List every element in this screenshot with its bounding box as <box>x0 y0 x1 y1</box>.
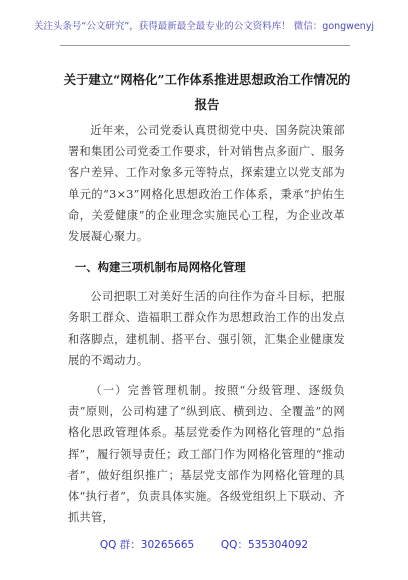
document-title: 关于建立“网格化”工作体系推进思想政治工作情况的报告 <box>63 72 351 112</box>
header-divider <box>60 45 350 46</box>
header-note: 关注头条号“公文研究”，获得最新最全最专业的公文资料库！ 微信：gongwenyj <box>33 21 375 32</box>
document-body <box>68 120 345 528</box>
section-paragraph-2: （一）完善管理机制。按照“分级管理、逐级负责”原则，公司构建了“纵到底、横到边、全覆盖”的网格化思政管理体系。基层党委作为网格化管理的“总指挥”，履行领导责任；政工部门作为网格化管理的“推动者”，做好组织推广；基层党支部作为网格化管理的具体“执行者”，负责具体实施。各级党组织上下联动、齐抓共管， <box>68 384 345 525</box>
intro-paragraph: 近年来，公司党委认真贯彻党中央、国务院决策部署和集团公司党委工作要求，针对销售点多面广、服务客户差异、工作对象多元等特点，探索建立以党支部为单元的“3×3”网格化思想政治工作体系，秉承“护佑生命，关爱健康”的企业理念实施民心工程，为企业改革发展凝心聚力。 <box>68 124 345 244</box>
section-paragraph-1: 公司把职工对美好生活的向往作为奋斗目标，把服务职工群众、造福职工群众作为思想政治工作的出发点和落脚点，建机制、搭平台、强引领，汇集企业健康发展的不竭动力。 <box>68 290 345 367</box>
section-heading: 一、构建三项机制布局网格化管理 <box>74 260 246 275</box>
footer-qq-info: QQ 群：30265665 QQ：535304092 <box>99 539 309 551</box>
